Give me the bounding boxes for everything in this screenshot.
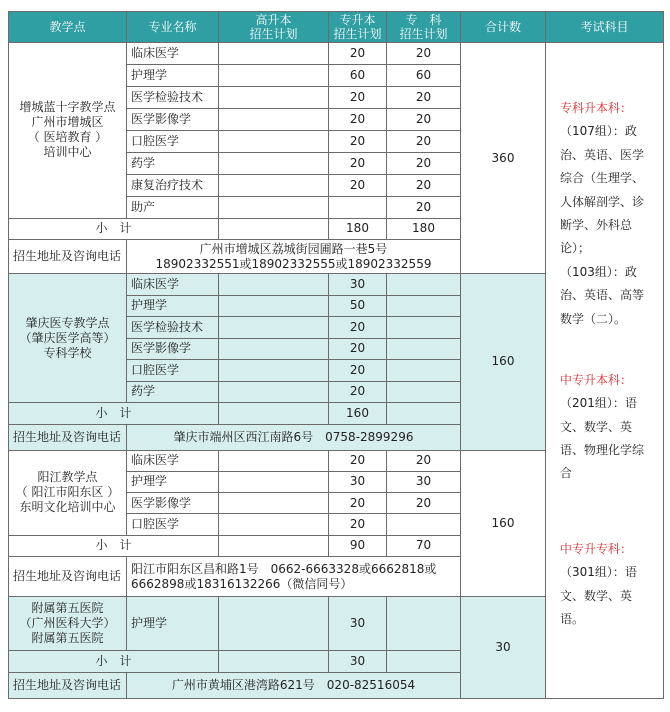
subtotal-gsb xyxy=(219,535,329,557)
zk-plan xyxy=(387,381,461,403)
major-name: 助产 xyxy=(127,196,219,218)
zk-plan: 20 xyxy=(387,196,461,218)
address-line: 阳江市阳东区昌和路1号 0662-6663328或6662818或 xyxy=(131,561,437,576)
zk-plan xyxy=(387,597,461,651)
admission-plan-table xyxy=(8,11,664,699)
subtotal-gsb xyxy=(219,403,329,425)
address-value xyxy=(127,240,461,274)
gsb-plan xyxy=(219,274,329,296)
zsb-plan: 20 xyxy=(329,514,387,535)
exam-subjects-cell xyxy=(546,43,664,699)
major-name: 护理学 xyxy=(127,597,219,651)
table-body xyxy=(9,12,664,699)
column-header xyxy=(387,12,461,43)
zsb-plan: 20 xyxy=(329,360,387,382)
zk-plan xyxy=(387,338,461,360)
gsb-plan xyxy=(219,317,329,339)
zk-plan: 20 xyxy=(387,493,461,514)
zk-plan: 20 xyxy=(387,450,461,471)
major-name: 口腔医学 xyxy=(127,130,219,152)
exam-title-zsb: 专科升本科： xyxy=(560,101,633,115)
site-name-cell xyxy=(9,43,127,219)
zk-plan xyxy=(387,295,461,317)
site-name-line: 附属第五医院 xyxy=(31,631,104,646)
major-name: 医学影像学 xyxy=(127,108,219,130)
address-value xyxy=(127,673,461,699)
column-header-line: 教学点 xyxy=(49,19,86,34)
site-total: 160 xyxy=(461,274,546,451)
column-header-line: 招生计划 xyxy=(333,27,382,41)
major-name: 医学影像学 xyxy=(127,338,219,360)
site-name-line: 东明文化培训中心 xyxy=(19,500,116,515)
gsb-plan xyxy=(219,108,329,130)
subtotal-zsb: 90 xyxy=(329,535,387,557)
zsb-plan: 30 xyxy=(329,597,387,651)
zk-plan: 20 xyxy=(387,174,461,196)
zk-plan: 20 xyxy=(387,152,461,174)
address-label: 招生地址及咨询电话 xyxy=(9,557,127,597)
subtotal-gsb xyxy=(219,218,329,240)
zk-plan xyxy=(387,317,461,339)
site-name-line: 阳江教学点 xyxy=(37,470,98,485)
table-row xyxy=(9,43,664,65)
column-header-line: 专 科 xyxy=(405,12,442,27)
zsb-plan: 20 xyxy=(329,152,387,174)
gsb-plan xyxy=(219,381,329,403)
site-name-line: 专科学校 xyxy=(43,345,92,360)
zk-plan xyxy=(387,514,461,535)
site-total: 160 xyxy=(461,450,546,597)
column-header-line: 专升本 xyxy=(339,12,376,27)
address-line: 广州市黄埔区港湾路621号 020-82516054 xyxy=(171,678,416,693)
exam-group-103: （103组）：政治、英语、高等数学（二）。 xyxy=(560,264,645,326)
major-name: 康复治疗技术 xyxy=(127,174,219,196)
gsb-plan xyxy=(219,174,329,196)
gsb-plan xyxy=(219,86,329,108)
subtotal-zk: 180 xyxy=(387,218,461,240)
address-line: 18902332551或18902332555或18902332559 xyxy=(155,256,432,271)
major-name: 护理学 xyxy=(127,295,219,317)
address-value xyxy=(127,557,461,597)
major-name: 药学 xyxy=(127,381,219,403)
zk-plan: 20 xyxy=(387,108,461,130)
address-value xyxy=(127,424,461,450)
address-line: 广州市增城区荔城街园圃路一巷5号 xyxy=(199,241,388,256)
zsb-plan: 60 xyxy=(329,64,387,86)
zsb-plan: 20 xyxy=(329,493,387,514)
major-name: 医学影像学 xyxy=(127,493,219,514)
address-line: 肇庆市端州区西江南路6号 0758-2899296 xyxy=(173,429,414,444)
zk-plan: 60 xyxy=(387,64,461,86)
site-name-cell xyxy=(9,597,127,651)
zsb-plan: 20 xyxy=(329,43,387,65)
column-header xyxy=(329,12,387,43)
subtotal-zsb: 180 xyxy=(329,218,387,240)
zk-plan: 20 xyxy=(387,130,461,152)
subtotal-label: 小 计 xyxy=(9,403,219,425)
address-line: 6662898或18316132266（微信同号） xyxy=(131,576,353,591)
major-name: 临床医学 xyxy=(127,450,219,471)
subtotal-label: 小 计 xyxy=(9,218,219,240)
zk-plan xyxy=(387,360,461,382)
site-name-cell xyxy=(9,450,127,535)
address-label: 招生地址及咨询电话 xyxy=(9,424,127,450)
site-name-line: （ 阳江市阳东区 ） xyxy=(15,485,120,500)
gsb-plan xyxy=(219,360,329,382)
zsb-plan: 20 xyxy=(329,174,387,196)
zsb-plan: 20 xyxy=(329,317,387,339)
column-header-line: 合计数 xyxy=(484,19,521,34)
site-name-line: （ 医培教育 ） xyxy=(27,130,108,145)
major-name: 临床医学 xyxy=(127,274,219,296)
zsb-plan: 20 xyxy=(329,338,387,360)
gsb-plan xyxy=(219,450,329,471)
major-name: 口腔医学 xyxy=(127,360,219,382)
column-header-line: 高升本 xyxy=(255,12,292,27)
site-name-line: 培训中心 xyxy=(43,145,92,160)
major-name: 口腔医学 xyxy=(127,514,219,535)
subtotal-zsb: 30 xyxy=(329,651,387,673)
major-name: 医学检验技术 xyxy=(127,86,219,108)
exam-subjects xyxy=(546,43,663,631)
zsb-plan: 20 xyxy=(329,381,387,403)
zsb-plan: 30 xyxy=(329,471,387,492)
gsb-plan xyxy=(219,64,329,86)
zsb-plan: 30 xyxy=(329,274,387,296)
column-header-line: 考试科目 xyxy=(580,19,629,34)
site-total: 360 xyxy=(461,43,546,274)
gsb-plan xyxy=(219,295,329,317)
zsb-plan xyxy=(329,196,387,218)
gsb-plan xyxy=(219,130,329,152)
address-label: 招生地址及咨询电话 xyxy=(9,240,127,274)
exam-group-301: （301组）：语文、数学、英语。 xyxy=(560,565,637,627)
major-name: 临床医学 xyxy=(127,43,219,65)
column-header-line: 招生计划 xyxy=(249,27,298,41)
gsb-plan xyxy=(219,471,329,492)
subtotal-label: 小 计 xyxy=(9,651,219,673)
exam-title-zzb: 中专升本科： xyxy=(560,372,633,387)
site-name-line: （广州医科大学） xyxy=(19,616,116,631)
gsb-plan xyxy=(219,338,329,360)
subtotal-zsb: 160 xyxy=(329,403,387,425)
gsb-plan xyxy=(219,493,329,514)
zsb-plan: 20 xyxy=(329,450,387,471)
zsb-plan: 20 xyxy=(329,130,387,152)
site-name-line: 增城蓝十字教学点 xyxy=(19,100,116,115)
gsb-plan xyxy=(219,43,329,65)
zk-plan: 20 xyxy=(387,43,461,65)
zk-plan: 30 xyxy=(387,471,461,492)
subtotal-zk: 70 xyxy=(387,535,461,557)
column-header xyxy=(461,12,546,43)
header-row xyxy=(9,12,664,43)
address-label: 招生地址及咨询电话 xyxy=(9,673,127,699)
site-name-cell xyxy=(9,274,127,403)
subtotal-zk xyxy=(387,403,461,425)
major-name: 医学检验技术 xyxy=(127,317,219,339)
site-name-line: （肇庆医学高等） xyxy=(19,330,116,345)
zsb-plan: 20 xyxy=(329,108,387,130)
column-header xyxy=(546,12,664,43)
exam-title-zzk: 中专升专科： xyxy=(560,541,633,556)
column-header-line: 专业名称 xyxy=(148,19,197,34)
exam-group-107: （107组）：政治、英语、医学综合（生理学、人体解剖学、诊断学、外科总论）； xyxy=(560,124,645,256)
major-name: 护理学 xyxy=(127,64,219,86)
major-name: 药学 xyxy=(127,152,219,174)
site-name-line: 广州市增城区 xyxy=(31,115,104,130)
exam-group-201: （201组）：语文、数学、英语、物理化学综合 xyxy=(560,396,645,481)
major-name: 护理学 xyxy=(127,471,219,492)
gsb-plan xyxy=(219,597,329,651)
site-name-line: 肇庆医专教学点 xyxy=(25,315,110,330)
subtotal-zk xyxy=(387,651,461,673)
gsb-plan xyxy=(219,196,329,218)
zsb-plan: 50 xyxy=(329,295,387,317)
column-header xyxy=(219,12,329,43)
column-header-line: 招生计划 xyxy=(399,27,448,41)
column-header xyxy=(127,12,219,43)
gsb-plan xyxy=(219,152,329,174)
site-name-line: 附属第五医院 xyxy=(31,601,104,616)
zk-plan: 20 xyxy=(387,86,461,108)
gsb-plan xyxy=(219,514,329,535)
column-header xyxy=(9,12,127,43)
subtotal-gsb xyxy=(219,651,329,673)
zsb-plan: 20 xyxy=(329,86,387,108)
site-total: 30 xyxy=(461,597,546,699)
zk-plan xyxy=(387,274,461,296)
subtotal-label: 小 计 xyxy=(9,535,219,557)
